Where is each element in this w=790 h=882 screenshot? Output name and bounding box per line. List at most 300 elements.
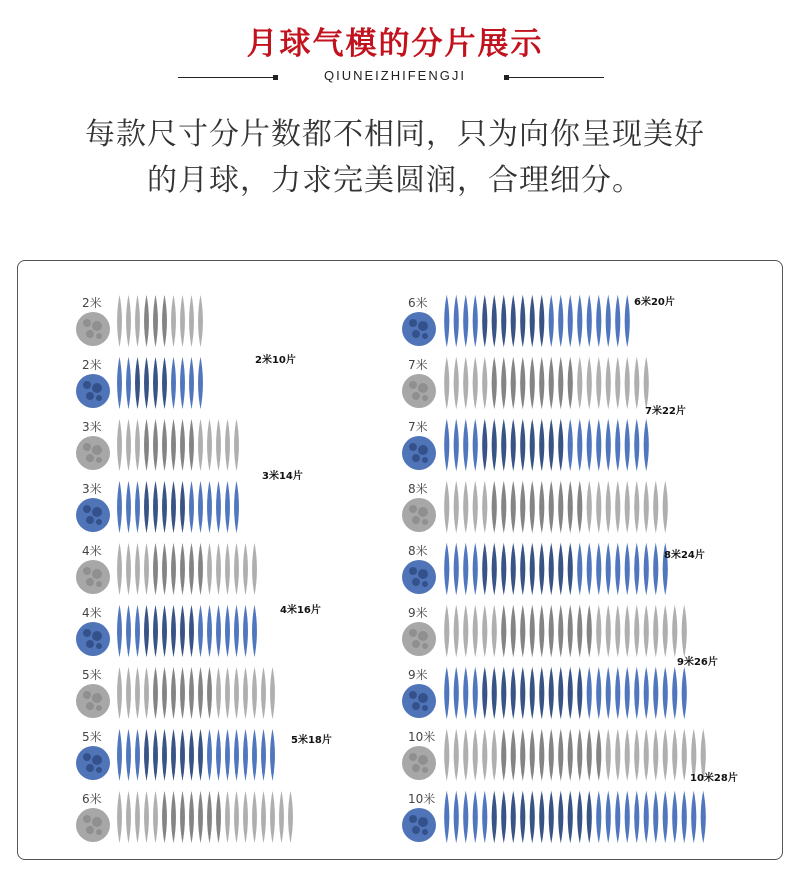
moon-8-gray-gores-gore-20 [624,603,630,659]
moon-7-gray-gores-gore-18 [605,479,611,535]
moon-4-gray-gores-gore-2 [126,789,132,845]
moon-7-blue-gores-gore-19 [615,541,621,597]
moon-8-gray-gores-gore-4 [472,603,478,659]
moon-5-blue-gores-gore-17 [596,293,602,349]
moon-8-gray-gores-gore-18 [605,603,611,659]
moon-1-gray-gores-gore-7 [171,417,177,473]
moon-8-blue-icon-crater-0 [409,691,417,699]
moon-2-gray-gores-gore-15 [243,541,249,597]
moon-1-blue-gores-gore-5 [153,479,159,535]
moon-7-gray-gores-gore-7 [501,479,507,535]
moon-4-gray-icon-crater-0 [83,815,91,823]
moon-2-blue-gores-gore-16 [252,603,258,659]
moon-6-gray-gores-gore-17 [596,355,602,411]
moon-7-gray-gores-gore-21 [634,479,640,535]
moon-7-blue-gores-gore-12 [548,541,554,597]
moon-9-count-label: 10米28片 [690,773,738,784]
moon-7-gray-gores-gore-17 [596,479,602,535]
moon-5-blue-gores-gore-20 [624,293,630,349]
moon-6-gray-gores-gore-18 [605,355,611,411]
moon-7-gray-gores-gore-11 [539,479,545,535]
moon-7-blue-icon-crater-1 [418,569,428,579]
moon-3-gray-icon-crater-1 [92,693,102,703]
moon-9-blue-gores-gore-20 [624,789,630,845]
moon-6-gray-gores-gore-8 [510,355,516,411]
moon-6-gray-gores-gore-15 [577,355,583,411]
moon-8-blue-gores-gore-15 [577,665,583,721]
moon-1-gray-gores [115,417,241,473]
moon-6-blue-gores-gore-8 [510,417,516,473]
moon-0-count-label: 2米10片 [255,355,296,366]
moon-6-gray-gores-gore-4 [472,355,478,411]
moon-6-gray-gores-gore-20 [624,355,630,411]
moon-7-gray-gores-gore-9 [520,479,526,535]
moon-8-blue-gores-gore-7 [501,665,507,721]
moon-3-gray-gores-gore-3 [135,665,141,721]
moon-2-count-label: 4米16片 [280,605,321,616]
moon-2-blue-gores-gore-5 [153,603,159,659]
moon-1-blue-size-label: 3米 [82,482,102,496]
moon-7-gray-size-label: 8米 [408,482,428,496]
moon-9-gray-gores-gore-20 [624,727,630,783]
moon-6-gray-gores-gore-10 [529,355,535,411]
moon-2-blue-icon-crater-0 [83,629,91,637]
moon-9-blue-gores-gore-9 [520,789,526,845]
divider-right [509,77,604,78]
moon-0-blue-icon-crater-3 [96,395,102,401]
moon-3-gray-gores-gore-15 [243,665,249,721]
moon-3-gray-gores-gore-10 [198,665,204,721]
moon-3-blue-gores-gore-13 [225,727,231,783]
moon-2-gray-gores-gore-4 [144,541,150,597]
moon-8-blue-gores-gore-17 [596,665,602,721]
moon-4-gray-gores-gore-7 [171,789,177,845]
moon-9-blue-gores-gore-27 [691,789,697,845]
moon-7-blue-gores-gore-23 [653,541,659,597]
moon-6-blue-gores-gore-19 [615,417,621,473]
moon-8-blue-gores-gore-3 [463,665,469,721]
moon-0-blue-gores-gore-4 [144,355,150,411]
moon-7-blue-gores-gore-3 [463,541,469,597]
moon-5-blue-gores-gore-11 [539,293,545,349]
moon-8-gray-gores-gore-13 [558,603,564,659]
moon-8-blue-gores-gore-24 [662,665,668,721]
moon-2-blue-gores-gore-10 [198,603,204,659]
moon-1-gray-size-label: 3米 [82,420,102,434]
moon-9-blue-gores-gore-1 [444,789,450,845]
moon-9-gray-gores-gore-15 [577,727,583,783]
moon-8-gray-icon-crater-1 [418,631,428,641]
moon-3-gray-gores-gore-5 [153,665,159,721]
moon-1-blue-gores-gore-6 [162,479,168,535]
moon-9-gray-gores-gore-22 [643,727,649,783]
moon-4-gray-gores [115,789,295,845]
moon-7-blue-gores-gore-5 [482,541,488,597]
moon-1-blue-icon-crater-3 [96,519,102,525]
moon-6-blue-gores-gore-16 [586,417,592,473]
moon-9-blue-gores-gore-10 [529,789,535,845]
moon-3-blue-icon-crater-2 [86,764,94,772]
moon-7-gray-gores-gore-16 [586,479,592,535]
subtitle-row [0,68,790,88]
moon-6-blue-icon-crater-3 [422,457,428,463]
moon-9-gray-gores-gore-25 [672,727,678,783]
moon-7-gray-gores-gore-14 [567,479,573,535]
moon-1-gray-gores-gore-11 [207,417,213,473]
moon-8-blue-gores-gore-13 [558,665,564,721]
moon-4-gray-gores-gore-15 [243,789,249,845]
moon-3-blue-gores-gore-8 [180,727,186,783]
moon-5-blue-icon-crater-3 [422,333,428,339]
moon-1-gray-gores-gore-12 [216,417,222,473]
moon-9-gray-gores-gore-4 [472,727,478,783]
moon-6-count-label: 7米22片 [645,406,686,417]
moon-7-gray-gores-gore-1 [444,479,450,535]
moon-9-blue-icon [401,807,437,843]
moon-0-gray-gores-gore-7 [171,293,177,349]
moon-7-blue-icon [401,559,437,595]
moon-9-blue-gores-gore-8 [510,789,516,845]
moon-3-gray-gores-gore-9 [189,665,195,721]
moon-8-gray-gores-gore-17 [596,603,602,659]
moon-8-blue-gores-gore-16 [586,665,592,721]
moon-6-gray-gores-gore-14 [567,355,573,411]
moon-8-gray-gores-gore-1 [444,603,450,659]
moon-4-gray-gores-gore-20 [288,789,294,845]
moon-5-blue-gores-gore-16 [586,293,592,349]
moon-8-gray-gores-gore-2 [453,603,459,659]
moon-7-blue-gores-gore-20 [624,541,630,597]
moon-6-blue-gores-gore-21 [634,417,640,473]
moon-5-blue-icon-crater-2 [412,330,420,338]
moon-7-blue-gores-gore-7 [501,541,507,597]
moon-2-gray-gores [115,541,259,597]
moon-9-blue-icon-crater-2 [412,826,420,834]
moon-3-blue-gores-gore-14 [234,727,240,783]
moon-3-gray-gores-gore-4 [144,665,150,721]
moon-0-blue-gores-gore-10 [198,355,204,411]
moon-8-blue-gores-gore-12 [548,665,554,721]
moon-8-gray-icon-crater-0 [409,629,417,637]
moon-6-blue-gores [442,417,651,473]
moon-7-blue-gores [442,541,670,597]
moon-8-gray-gores-gore-8 [510,603,516,659]
moon-7-blue-gores-gore-15 [577,541,583,597]
moon-0-gray-icon [75,311,111,347]
moon-3-blue-gores-gore-3 [135,727,141,783]
moon-2-blue-icon-crater-1 [92,631,102,641]
moon-3-blue-gores-gore-11 [207,727,213,783]
moon-8-blue-gores-gore-2 [453,665,459,721]
moon-1-gray-icon-crater-2 [86,454,94,462]
moon-9-blue-icon-crater-3 [422,829,428,835]
moon-8-gray-gores-gore-10 [529,603,535,659]
moon-1-gray-icon-crater-3 [96,457,102,463]
moon-3-gray-gores-gore-12 [216,665,222,721]
moon-1-gray-gores-gore-9 [189,417,195,473]
moon-9-blue-gores-gore-4 [472,789,478,845]
moon-5-blue-gores-gore-19 [615,293,621,349]
moon-3-blue-gores-gore-2 [126,727,132,783]
moon-7-gray-gores-gore-10 [529,479,535,535]
moon-8-blue-gores [442,665,689,721]
moon-0-blue-icon-crater-0 [83,381,91,389]
moon-2-gray-gores-gore-9 [189,541,195,597]
moon-6-gray-icon-crater-0 [409,381,417,389]
moon-6-blue-gores-gore-4 [472,417,478,473]
moon-1-gray-gores-gore-8 [180,417,186,473]
moon-0-blue-icon-crater-2 [86,392,94,400]
moon-1-blue-icon-crater-2 [86,516,94,524]
moon-6-gray-gores-gore-13 [558,355,564,411]
moon-9-gray-icon [401,745,437,781]
moon-1-blue-gores-gore-1 [117,479,123,535]
moon-8-blue-gores-gore-1 [444,665,450,721]
moon-9-gray-gores-gore-9 [520,727,526,783]
moon-3-gray-icon [75,683,111,719]
moon-0-blue-gores-gore-2 [126,355,132,411]
moon-4-gray-gores-gore-4 [144,789,150,845]
moon-2-blue-icon [75,621,111,657]
moon-3-blue-gores-gore-1 [117,727,123,783]
moon-8-blue-gores-gore-26 [681,665,687,721]
moon-2-blue-gores-gore-4 [144,603,150,659]
moon-0-blue-gores-gore-6 [162,355,168,411]
moon-7-blue-gores-gore-6 [491,541,497,597]
moon-7-gray-icon-crater-2 [412,516,420,524]
moon-2-gray-gores-gore-7 [171,541,177,597]
moon-9-blue-gores-gore-18 [605,789,611,845]
moon-5-blue-gores-gore-4 [472,293,478,349]
moon-8-blue-gores-gore-9 [520,665,526,721]
moon-3-gray-icon-crater-0 [83,691,91,699]
moon-8-blue-gores-gore-14 [567,665,573,721]
moon-3-gray-size-label: 5米 [82,668,102,682]
moon-8-blue-gores-gore-10 [529,665,535,721]
moon-8-blue-gores-gore-20 [624,665,630,721]
moon-6-gray-gores-gore-5 [482,355,488,411]
moon-7-gray-icon [401,497,437,533]
moon-4-gray-gores-gore-11 [207,789,213,845]
moon-6-blue-gores-gore-17 [596,417,602,473]
moon-3-blue-gores-gore-15 [243,727,249,783]
moon-7-blue-gores-gore-16 [586,541,592,597]
moon-1-gray-gores-gore-4 [144,417,150,473]
page-title: 月球气模的分片展示 [246,26,544,62]
moon-1-count-label: 3米14片 [262,471,303,482]
moon-1-blue-gores-gore-3 [135,479,141,535]
moon-2-blue-gores-gore-2 [126,603,132,659]
moon-4-gray-gores-gore-1 [117,789,123,845]
moon-9-gray-gores-gore-14 [567,727,573,783]
moon-9-blue-gores-gore-23 [653,789,659,845]
moon-8-gray-gores-gore-9 [520,603,526,659]
moon-5-blue-gores-gore-13 [558,293,564,349]
moon-1-gray-gores-gore-1 [117,417,123,473]
moon-5-blue-gores-gore-6 [491,293,497,349]
moon-6-blue-gores-gore-5 [482,417,488,473]
moon-0-gray-gores-gore-10 [198,293,204,349]
moon-7-gray-gores-gore-2 [453,479,459,535]
moon-0-gray-gores [115,293,205,349]
moon-5-blue-icon-crater-0 [409,319,417,327]
moon-2-gray-gores-gore-10 [198,541,204,597]
moon-6-blue-size-label: 7米 [408,420,428,434]
moon-7-gray-gores-gore-12 [548,479,554,535]
moon-6-blue-gores-gore-18 [605,417,611,473]
moon-6-blue-icon-crater-2 [412,454,420,462]
moon-4-gray-gores-gore-9 [189,789,195,845]
moon-6-blue-gores-gore-11 [539,417,545,473]
moon-0-blue-gores-gore-8 [180,355,186,411]
description-line-1: 每款尺寸分片数都不相同，只为向你呈现美好 [85,117,705,152]
moon-9-blue-gores [442,789,708,845]
moon-3-gray-gores-gore-1 [117,665,123,721]
moon-0-blue-gores-gore-1 [117,355,123,411]
moon-2-gray-icon-crater-1 [92,569,102,579]
moon-8-blue-gores-gore-11 [539,665,545,721]
moon-3-blue-gores-gore-7 [171,727,177,783]
moon-2-blue-gores-gore-3 [135,603,141,659]
moon-2-blue-icon-crater-2 [86,640,94,648]
moon-6-blue-gores-gore-6 [491,417,497,473]
moon-7-gray-gores-gore-4 [472,479,478,535]
moon-9-gray-gores-gore-17 [596,727,602,783]
moon-6-gray-gores [442,355,651,411]
moon-1-gray-icon-crater-0 [83,443,91,451]
moon-9-gray-gores-gore-7 [501,727,507,783]
moon-3-gray-gores-gore-16 [252,665,258,721]
moon-5-blue-icon [401,311,437,347]
moon-8-blue-icon [401,683,437,719]
moon-9-blue-gores-gore-25 [672,789,678,845]
moon-9-gray-icon-crater-3 [422,767,428,773]
moon-6-gray-icon-crater-2 [412,392,420,400]
moon-2-gray-gores-gore-5 [153,541,159,597]
moon-0-gray-icon-crater-2 [86,330,94,338]
moon-6-gray-icon [401,373,437,409]
moon-5-blue-gores-gore-14 [567,293,573,349]
moon-1-gray-icon-crater-1 [92,445,102,455]
moon-9-blue-gores-gore-14 [567,789,573,845]
moon-8-gray-gores-gore-12 [548,603,554,659]
moon-7-blue-gores-gore-22 [643,541,649,597]
moon-8-gray-gores-gore-15 [577,603,583,659]
moon-3-blue-icon-crater-1 [92,755,102,765]
moon-2-blue-gores-gore-7 [171,603,177,659]
moon-9-blue-gores-gore-11 [539,789,545,845]
moon-2-blue-icon-crater-3 [96,643,102,649]
moon-0-blue-gores-gore-9 [189,355,195,411]
moon-1-blue-gores-gore-8 [180,479,186,535]
moon-7-gray-gores-gore-13 [558,479,564,535]
moon-2-gray-gores-gore-3 [135,541,141,597]
moon-1-blue-gores-gore-10 [198,479,204,535]
moon-6-blue-gores-gore-22 [643,417,649,473]
moon-8-gray-gores-gore-24 [662,603,668,659]
moon-8-blue-icon-crater-2 [412,702,420,710]
moon-5-blue-gores-gore-18 [605,293,611,349]
moon-9-blue-gores-gore-2 [453,789,459,845]
moon-4-gray-gores-gore-13 [225,789,231,845]
moon-2-blue-gores [115,603,259,659]
moon-4-gray-icon [75,807,111,843]
moon-3-blue-gores [115,727,277,783]
moon-8-gray-gores-gore-14 [567,603,573,659]
moon-1-blue-icon-crater-0 [83,505,91,513]
moon-3-blue-gores-gore-17 [261,727,267,783]
moon-9-gray-gores-gore-6 [491,727,497,783]
moon-9-blue-gores-gore-28 [700,789,706,845]
moon-8-blue-size-label: 9米 [408,668,428,682]
moon-6-blue-gores-gore-1 [444,417,450,473]
moon-4-gray-gores-gore-12 [216,789,222,845]
moon-3-blue-gores-gore-18 [270,727,276,783]
moon-4-gray-gores-gore-18 [270,789,276,845]
moon-8-gray-gores-gore-26 [681,603,687,659]
moon-7-gray-gores-gore-20 [624,479,630,535]
moon-9-gray-gores-gore-11 [539,727,545,783]
moon-6-blue-icon-crater-0 [409,443,417,451]
moon-9-gray-gores-gore-24 [662,727,668,783]
moon-4-gray-icon-crater-1 [92,817,102,827]
moon-9-blue-gores-gore-19 [615,789,621,845]
moon-4-gray-size-label: 6米 [82,792,102,806]
moon-9-gray-gores-gore-5 [482,727,488,783]
moon-3-blue-gores-gore-4 [144,727,150,783]
moon-9-blue-gores-gore-24 [662,789,668,845]
moon-9-gray-gores-gore-13 [558,727,564,783]
moon-6-blue-icon-crater-1 [418,445,428,455]
moon-6-blue-gores-gore-10 [529,417,535,473]
moon-2-gray-gores-gore-1 [117,541,123,597]
moon-2-blue-gores-gore-1 [117,603,123,659]
moon-8-gray-gores [442,603,689,659]
moon-2-gray-gores-gore-6 [162,541,168,597]
moon-8-blue-gores-gore-23 [653,665,659,721]
moon-1-blue-gores-gore-4 [144,479,150,535]
moon-2-gray-icon-crater-2 [86,578,94,586]
moon-5-blue-gores-gore-1 [444,293,450,349]
moon-1-gray-gores-gore-3 [135,417,141,473]
moon-9-gray-size-label: 10米 [408,730,436,744]
moon-1-gray-gores-gore-13 [225,417,231,473]
moon-7-blue-gores-gore-1 [444,541,450,597]
moon-3-gray-gores-gore-18 [270,665,276,721]
moon-2-blue-gores-gore-9 [189,603,195,659]
moon-9-blue-gores-gore-16 [586,789,592,845]
moon-6-blue-gores-gore-3 [463,417,469,473]
moon-9-blue-gores-gore-13 [558,789,564,845]
moon-8-blue-gores-gore-8 [510,665,516,721]
moon-6-gray-gores-gore-19 [615,355,621,411]
moon-1-gray-icon [75,435,111,471]
moon-5-count-label: 6米20片 [634,297,675,308]
moon-8-blue-icon-crater-1 [418,693,428,703]
moon-2-gray-icon-crater-0 [83,567,91,575]
moon-9-blue-gores-gore-7 [501,789,507,845]
moon-2-gray-gores-gore-13 [225,541,231,597]
moon-7-blue-gores-gore-2 [453,541,459,597]
moon-3-blue-gores-gore-16 [252,727,258,783]
moon-3-blue-size-label: 5米 [82,730,102,744]
moon-7-blue-gores-gore-10 [529,541,535,597]
moon-1-blue-gores [115,479,241,535]
moon-0-gray-gores-gore-1 [117,293,123,349]
moon-7-blue-gores-gore-17 [596,541,602,597]
moon-7-blue-icon-crater-3 [422,581,428,587]
moon-0-blue-gores-gore-5 [153,355,159,411]
